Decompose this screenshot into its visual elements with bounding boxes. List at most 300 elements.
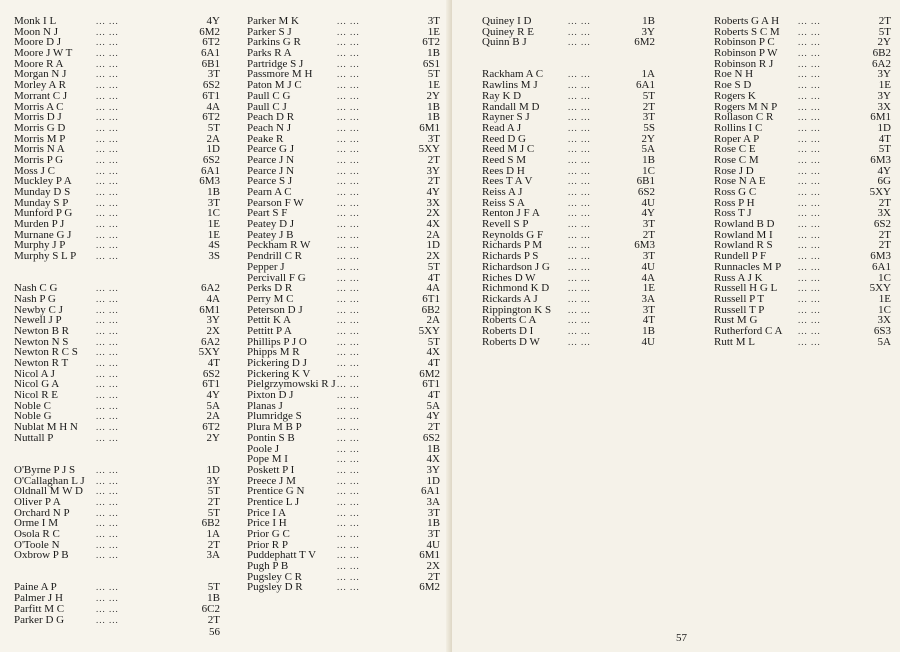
form-code: 1D [426, 474, 440, 487]
form-code: 6M3 [870, 153, 891, 166]
form-code: 1B [642, 15, 655, 27]
person-name: Rowland R S [714, 239, 773, 252]
form-code: 1B [207, 592, 220, 605]
leader-dots: ... ... [798, 48, 821, 59]
leader-dots: ... ... [568, 16, 591, 26]
person-name: Paull C J [247, 100, 287, 113]
form-code: 2T [207, 613, 220, 626]
form-code: 2T [427, 570, 440, 583]
person-name: Robinson P W [714, 47, 778, 60]
form-code: 4T [427, 357, 440, 369]
leader-dots: ... ... [798, 187, 821, 197]
list-item [247, 123, 440, 134]
person-name: Perry M C [247, 292, 294, 305]
person-name: Parker D G [14, 613, 65, 626]
person-name: Roberts D W [482, 335, 540, 348]
person-name: Rickards A J [482, 292, 538, 305]
form-code: 6M1 [419, 121, 440, 134]
person-name: Rose N A E [714, 175, 766, 188]
form-code: 6B2 [421, 303, 440, 316]
list-item [247, 294, 440, 305]
person-name: Nash C G [14, 282, 58, 295]
leader-dots: ... ... [337, 507, 360, 518]
person-name: Rippington K S [482, 303, 552, 316]
person-name: Orme I M [14, 517, 58, 530]
form-code: 2A [206, 132, 220, 145]
leader-dots: ... ... [96, 240, 119, 251]
leader-dots: ... ... [568, 165, 591, 176]
person-name: Oxbrow P B [14, 549, 69, 562]
leader-dots: ... ... [337, 582, 360, 593]
leader-dots: ... ... [96, 603, 119, 614]
person-name: Ross T J [714, 207, 752, 220]
person-name: Parker S J [247, 25, 292, 38]
list-item [482, 91, 655, 102]
form-code: 1C [878, 303, 891, 316]
person-name: Richmond K D [482, 282, 550, 295]
form-code: 5XY [198, 346, 220, 359]
form-code: 1D [206, 463, 220, 476]
leader-dots: ... ... [337, 539, 360, 550]
form-code: 5A [641, 143, 655, 156]
person-name: Ray K D [482, 89, 522, 102]
leader-dots: ... ... [96, 219, 119, 230]
person-name: O'Byrne P J S [14, 463, 76, 476]
form-code: 5XY [869, 282, 891, 295]
leader-dots: ... ... [337, 112, 360, 123]
form-code: 2X [426, 250, 440, 263]
name-column [714, 16, 891, 347]
form-code: 3X [877, 100, 891, 113]
form-code: 4T [207, 357, 220, 370]
form-code: 3T [427, 506, 440, 519]
person-name: Rogers M N P [714, 100, 778, 113]
form-code: 6M2 [199, 25, 220, 38]
person-name: Price I H [247, 517, 287, 530]
person-name: Murphy S L P [14, 250, 77, 263]
person-name: Rollason C R [714, 111, 774, 124]
form-code: 2Y [877, 36, 891, 49]
leader-dots: ... ... [96, 112, 119, 123]
form-code: 1C [642, 164, 655, 177]
leader-dots: ... ... [96, 165, 119, 176]
person-name: Nash P G [14, 292, 56, 305]
person-name: Monk I L [14, 15, 57, 27]
person-name: Rollins I C [714, 121, 763, 134]
leader-dots: ... ... [337, 144, 360, 155]
person-name: Rutt M L [714, 335, 755, 348]
form-code: 1D [426, 239, 440, 252]
list-item [247, 91, 440, 102]
leader-dots: ... ... [798, 325, 821, 336]
person-name: Pearson F W [247, 196, 304, 209]
person-name: Partridge S J [247, 57, 304, 70]
person-name: O'Callaghan L J [14, 474, 85, 487]
form-code: 5S [643, 121, 655, 134]
leader-dots: ... ... [96, 400, 119, 411]
leader-dots: ... ... [337, 58, 360, 69]
leader-dots: ... ... [798, 283, 821, 294]
person-name: Moon N J [14, 25, 59, 38]
person-name: Reynolds G F [482, 228, 544, 241]
form-code: 6M1 [870, 111, 891, 124]
leader-dots: ... ... [337, 336, 360, 347]
leader-dots: ... ... [337, 496, 360, 507]
form-code: 5T [207, 506, 220, 519]
leader-dots: ... ... [568, 261, 591, 272]
leader-dots: ... ... [337, 90, 360, 101]
leader-dots: ... ... [337, 325, 360, 336]
form-code: 3T [427, 528, 440, 540]
form-code: 5XY [418, 143, 440, 156]
person-name: Pearce G J [247, 143, 295, 156]
leader-dots: ... ... [337, 48, 360, 59]
form-code: 3Y [426, 164, 440, 177]
form-code: 5A [877, 335, 891, 348]
leader-dots: ... ... [798, 101, 821, 112]
leader-dots: ... ... [568, 325, 591, 336]
form-code: 2Y [426, 89, 440, 102]
leader-dots: ... ... [337, 464, 360, 475]
person-name: Orchard N P [14, 506, 70, 519]
form-code: 3T [642, 111, 655, 124]
person-name: Peckham R W [247, 239, 311, 252]
person-name: Morley A R [14, 79, 66, 92]
form-code: 6T2 [202, 421, 220, 434]
leader-dots: ... ... [96, 122, 119, 133]
form-code: 6S2 [202, 367, 220, 380]
person-name: Pearce J N [247, 153, 295, 166]
list-item [482, 262, 655, 273]
person-name: Nicol A J [14, 367, 55, 380]
person-name: Rose C E [714, 143, 756, 156]
person-name: Pontin S B [247, 431, 295, 444]
form-code: 4A [206, 100, 220, 113]
form-code: 5T [207, 121, 220, 134]
person-name: Morris N A [14, 143, 65, 156]
list-item [714, 123, 891, 134]
leader-dots: ... ... [798, 144, 821, 155]
form-code: 3T [642, 218, 655, 231]
leader-dots: ... ... [96, 101, 119, 112]
form-code: 6G [877, 175, 891, 188]
leader-dots: ... ... [798, 133, 821, 144]
person-name: Morgan N J [14, 68, 67, 81]
form-code: 2X [206, 324, 220, 337]
person-name: Roe S D [714, 79, 752, 92]
list-item [714, 337, 891, 348]
leader-dots: ... ... [798, 165, 821, 176]
person-name: Peatey D J [247, 218, 295, 231]
leader-dots: ... ... [337, 368, 360, 379]
leader-dots: ... ... [96, 432, 119, 443]
form-code: 3Y [206, 314, 220, 327]
person-name: Reed D G [482, 132, 526, 145]
leader-dots: ... ... [96, 37, 119, 48]
leader-dots: ... ... [337, 400, 360, 411]
person-name: Prior R P [247, 538, 288, 551]
person-name: Pendrill C R [247, 250, 303, 263]
form-code: 1C [878, 271, 891, 284]
leader-dots: ... ... [568, 133, 591, 144]
form-code: 3Y [641, 25, 655, 38]
leader-dots: ... ... [96, 368, 119, 379]
leader-dots: ... ... [96, 507, 119, 518]
leader-dots: ... ... [568, 90, 591, 101]
leader-dots: ... ... [568, 272, 591, 283]
leader-dots: ... ... [568, 304, 591, 315]
leader-dots: ... ... [337, 443, 360, 454]
person-name: Moore J W T [14, 47, 73, 60]
person-name: Newton R C S [14, 346, 78, 359]
leader-dots: ... ... [568, 80, 591, 91]
leader-dots: ... ... [337, 197, 360, 208]
leader-dots: ... ... [568, 197, 591, 208]
person-name: Rayner S J [482, 111, 530, 124]
form-code: 6S2 [202, 79, 220, 92]
form-code: 2T [878, 196, 891, 209]
person-name: Pixton D J [247, 389, 294, 402]
form-code: 4T [878, 132, 891, 145]
person-name: Paine A P [14, 581, 57, 594]
name-column [247, 16, 440, 593]
form-code: 6A2 [201, 335, 220, 348]
form-code: 1D [206, 143, 220, 156]
form-code: 2A [426, 228, 440, 241]
form-code: 1E [642, 282, 655, 295]
leader-dots: ... ... [798, 154, 821, 165]
person-name: Moss J C [14, 164, 55, 177]
form-code: 2T [207, 495, 220, 508]
leader-dots: ... ... [568, 154, 591, 165]
leader-dots: ... ... [96, 69, 119, 80]
leader-dots: ... ... [337, 571, 360, 582]
leader-dots: ... ... [96, 422, 119, 433]
list-item [247, 433, 440, 444]
list-item [482, 37, 655, 48]
page-number: 56 [209, 626, 220, 638]
person-name: Quinn B J [482, 36, 527, 49]
leader-dots: ... ... [96, 16, 119, 26]
leader-dots: ... ... [337, 133, 360, 144]
person-name: Peart S F [247, 207, 288, 220]
person-name: Parkins G R [247, 36, 301, 49]
person-name: Rose J D [714, 164, 754, 177]
leader-dots: ... ... [798, 90, 821, 101]
form-code: 5T [427, 260, 440, 273]
form-code: 4X [426, 346, 440, 359]
person-name: Puddephatt T V [247, 549, 317, 562]
leader-dots: ... ... [568, 251, 591, 262]
leader-dots: ... ... [96, 325, 119, 336]
list-item [247, 582, 440, 593]
form-code: 3X [426, 196, 440, 209]
form-code: 5T [427, 335, 440, 348]
person-name: Pearn A C [247, 186, 292, 198]
form-code: 2X [426, 560, 440, 573]
list-item [14, 433, 220, 444]
form-code: 6S2 [637, 186, 655, 199]
form-code: 1B [427, 47, 440, 60]
leader-dots: ... ... [337, 358, 360, 368]
leader-dots: ... ... [798, 336, 821, 347]
leader-dots: ... ... [798, 219, 821, 230]
leader-dots: ... ... [337, 550, 360, 561]
form-code: 5T [642, 89, 655, 102]
form-code: 2Y [206, 431, 220, 444]
leader-dots: ... ... [568, 26, 591, 37]
form-code: 5XY [418, 324, 440, 337]
form-code: 1E [878, 292, 891, 305]
person-name: Preece J M [247, 474, 296, 487]
form-code: 3Y [877, 68, 891, 81]
leader-dots: ... ... [96, 379, 119, 390]
form-code: 5T [427, 68, 440, 81]
person-name: Roberts C A [482, 314, 537, 327]
leader-dots: ... ... [96, 486, 119, 497]
person-name: Moore D J [14, 36, 62, 49]
leader-dots: ... ... [798, 315, 821, 326]
form-code: 6T2 [202, 36, 220, 49]
person-name: Randall M D [482, 100, 540, 113]
form-code: 1A [206, 528, 220, 541]
form-code: 4S [208, 239, 220, 252]
leader-dots: ... ... [96, 529, 119, 540]
person-name: Robinson R J [714, 57, 774, 70]
list-item [14, 604, 220, 615]
form-code: 2A [206, 410, 220, 423]
person-name: O'Toole N [14, 538, 60, 551]
leader-dots: ... ... [96, 90, 119, 101]
leader-dots: ... ... [337, 283, 360, 294]
form-code: 6T1 [422, 378, 440, 391]
leader-dots: ... ... [96, 144, 119, 155]
person-name: Quiney I D [482, 15, 532, 27]
leader-dots: ... ... [337, 229, 360, 240]
form-code: 3A [206, 549, 220, 562]
form-code: 6C2 [201, 602, 220, 615]
leader-dots: ... ... [337, 272, 360, 283]
person-name: Roberts G A H [714, 15, 780, 27]
person-name: Roe N H [714, 68, 754, 81]
form-code: 3A [641, 292, 655, 305]
list-item [14, 123, 220, 134]
form-code: 2T [878, 239, 891, 252]
person-name: Nicol G A [14, 378, 60, 391]
leader-dots: ... ... [96, 58, 119, 69]
form-code: 6S2 [873, 218, 891, 231]
person-name: Rees D H [482, 164, 525, 177]
leader-dots: ... ... [96, 251, 119, 262]
person-name: Nicol R E [14, 389, 58, 402]
person-name: Pugh P B [247, 560, 289, 573]
person-name: Parker M K [247, 15, 299, 27]
person-name: Paull C G [247, 89, 291, 102]
person-name: Noble C [14, 399, 51, 412]
leader-dots: ... ... [568, 112, 591, 123]
person-name: Murphy J P [14, 239, 66, 252]
form-code: 3T [427, 132, 440, 145]
person-name: Read A J [482, 121, 522, 134]
leader-dots: ... ... [337, 37, 360, 48]
form-code: 6T2 [422, 36, 440, 49]
form-code: 4Y [206, 15, 220, 27]
person-name: Pickering K V [247, 367, 311, 380]
form-code: 5T [207, 581, 220, 594]
form-code: 4Y [877, 164, 891, 177]
person-name: Poole J [247, 442, 280, 455]
leader-dots: ... ... [568, 229, 591, 240]
person-name: Quiney R E [482, 25, 534, 38]
form-code: 6S3 [873, 324, 891, 337]
leader-dots: ... ... [96, 154, 119, 165]
person-name: Pepper J [247, 260, 285, 273]
leader-dots: ... ... [96, 358, 119, 369]
leader-dots: ... ... [568, 69, 591, 80]
person-name: Planas J [247, 399, 283, 412]
form-code: 1E [207, 218, 220, 231]
form-code: 2T [642, 100, 655, 113]
leader-dots: ... ... [568, 187, 591, 198]
form-code: 1B [207, 186, 220, 198]
leader-dots: ... ... [96, 26, 119, 37]
person-name: Revell S P [482, 218, 529, 231]
form-code: 6M3 [634, 239, 655, 252]
leader-dots: ... ... [337, 529, 360, 539]
leader-dots: ... ... [337, 101, 360, 112]
person-name: Peach D R [247, 111, 295, 124]
form-code: 3T [207, 196, 220, 209]
form-code: 2T [642, 228, 655, 241]
person-name: Perks D R [247, 282, 293, 295]
leader-dots: ... ... [96, 304, 119, 315]
person-name: Morris G D [14, 121, 66, 134]
leader-dots: ... ... [568, 101, 591, 112]
form-code: 6M1 [419, 549, 440, 562]
list-item [14, 465, 220, 476]
form-code: 4U [641, 260, 655, 273]
form-code: 3Y [426, 463, 440, 476]
form-code: 1E [427, 25, 440, 38]
form-code: 6M2 [419, 367, 440, 380]
leader-dots: ... ... [798, 240, 821, 251]
leader-dots: ... ... [337, 240, 360, 251]
leader-dots: ... ... [337, 390, 360, 401]
form-code: 1B [642, 324, 655, 337]
form-code: 1B [427, 100, 440, 113]
person-name: Reed S M [482, 153, 526, 166]
person-name: Prentice G N [247, 485, 305, 498]
person-name: Morris A C [14, 100, 64, 113]
form-code: 3X [877, 207, 891, 220]
form-code: 2T [427, 153, 440, 166]
person-name: Rowland M I [714, 228, 773, 241]
person-name: Moore R A [14, 57, 64, 70]
person-name: Poskett P I [247, 463, 295, 476]
leader-dots: ... ... [568, 336, 591, 347]
form-code: 6A1 [636, 79, 655, 92]
person-name: Rose C M [714, 153, 759, 166]
person-name: Newton R T [14, 357, 69, 370]
leader-dots: ... ... [798, 112, 821, 123]
form-code: 3T [427, 15, 440, 27]
leader-dots: ... ... [96, 187, 119, 197]
person-name: Riches D W [482, 271, 536, 284]
form-code: 6A1 [201, 164, 220, 177]
form-code: 2A [426, 314, 440, 327]
person-name: Morris D J [14, 111, 62, 124]
name-column [14, 16, 220, 625]
